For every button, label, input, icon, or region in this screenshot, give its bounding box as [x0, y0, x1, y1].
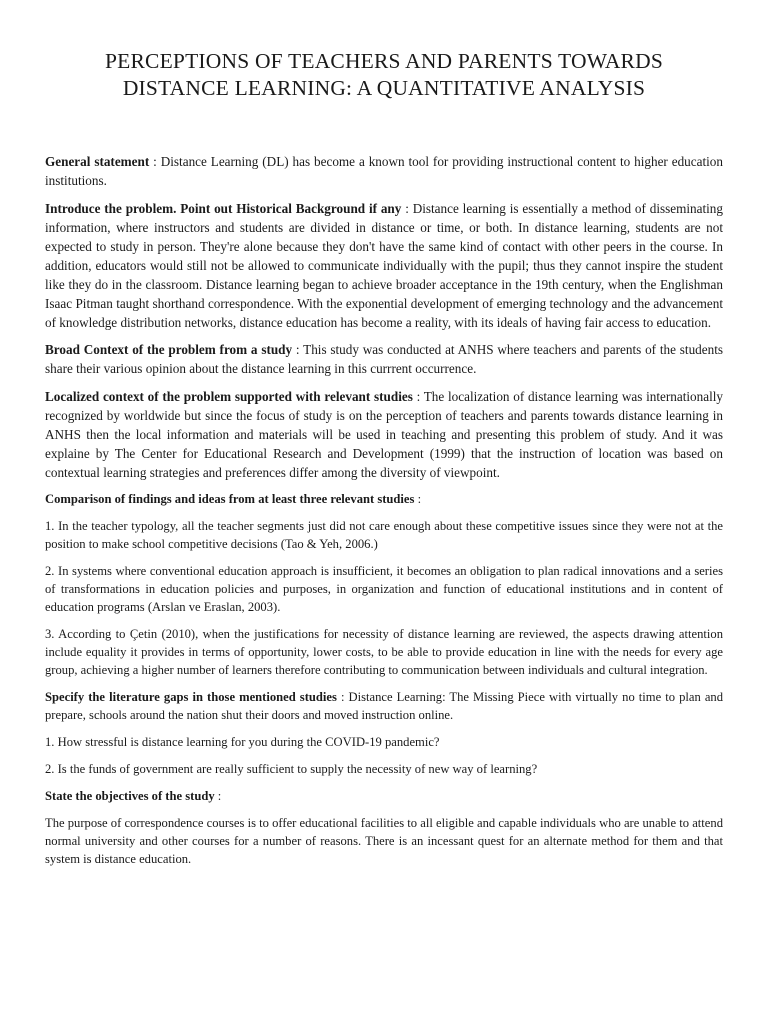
localized-context-paragraph — [45, 387, 723, 482]
section-label: Comparison of findings and ideas from at least three relevant studies — [45, 492, 415, 506]
document-title — [45, 48, 723, 102]
section-text: 1. In the teacher typology, all the teacher segments just did not care enough about these competitive issues since they were not at the position to make school competitive decisions (Tao & Yeh, 2006.) — [45, 519, 723, 551]
objectives-paragraph — [45, 814, 723, 868]
section-text: 1. How stressful is distance learning for you during the COVID-19 pandemic? — [45, 735, 440, 749]
section-text: : Distance Learning (DL) has become a known tool for providing instructional content to higher education institutions. — [45, 154, 723, 188]
problem-background-paragraph — [45, 199, 723, 332]
literature-gaps-paragraph — [45, 688, 723, 724]
document-body — [45, 152, 723, 877]
general-statement-paragraph — [45, 152, 723, 190]
section-text: 2. Is the funds of government are really sufficient to supply the necessity of new way of learning? — [45, 762, 538, 776]
section-label: Broad Context of the problem from a study — [45, 342, 293, 357]
section-text: The purpose of correspondence courses is to offer educational facilities to all eligible and capable individuals who are unable to attend normal university and other courses for a number of reasons. There is an incessant quest for an alternate method for them and that system is distance education. — [45, 816, 723, 866]
comparison-heading — [45, 490, 723, 508]
broad-context-paragraph — [45, 340, 723, 378]
section-text: : — [214, 789, 222, 803]
section-label: Localized context of the problem supported with relevant studies — [45, 388, 413, 404]
section-text: : Distance learning is essentially a method of disseminating information, where instructors and students are divided in distance or time, or both. In distance learning, students are not expected to study in person. They're alone because they don't have the same kind of contact with other peers in the course. In addition, educators would still not be allowed to communicate individually with the pupil; thus they cannot inspire the student like they do in the classroom. Distance learning began to achieve broader acceptance in the 19th century, when the Englishman Isaac Pitman taught shorthand correspondence. With the exponential development of emerging technology and the advancement of knowledge distribution networks, distance education has become a reality, with its ideals of having fair access to education. — [45, 200, 723, 330]
section-label: Specify the literature gaps in those mentioned studies — [45, 690, 337, 704]
gap-question-2 — [45, 760, 723, 778]
objectives-heading — [45, 787, 723, 805]
document-page — [45, 0, 723, 1024]
section-label: General statement — [45, 154, 150, 169]
title-line-1: PERCEPTIONS OF TEACHERS AND PARENTS TOWARDS — [105, 49, 663, 73]
study-item-2 — [45, 562, 723, 616]
title-line-2: DISTANCE LEARNING: A QUANTITATIVE ANALYSIS — [122, 76, 646, 100]
study-item-1 — [45, 517, 723, 553]
section-text: 3. According to Çetin (2010), when the justifications for necessity of distance learning are reviewed, the aspects drawing attention include equality it provides in terms of opportunity, lower costs, to be able to provide education in line with the needs for every age group, achieving a higher number of learners therefore contributing to communication between individuals and cultural integration. — [45, 627, 723, 677]
section-label: State the objectives of the study — [45, 789, 215, 803]
section-text: : This study was conducted at ANHS where teachers and parents of the students share their various opinion about the distance learning in this currrent occurrence. — [45, 342, 723, 376]
section-text: : Distance Learning: The Missing Piece with virtually no time to plan and prepare, schools around the nation shut their doors and moved instruction online. — [45, 690, 724, 722]
section-label: Introduce the problem. Point out Historical Background if any — [45, 200, 402, 216]
study-item-3 — [45, 625, 723, 679]
gap-question-1 — [45, 733, 723, 751]
section-text: : The localization of distance learning was internationally recognized by worldwide but since the focus of study is on the perception of teachers and parents towards distance learning in ANHS then the local information and materials will be used in teaching and presenting this problem of study. And it was explaine by The Center for Educational Research and Development (1999) that the instruction of location was based on contextual learning strategies and preferences differ among the diversity of viewpoint. — [45, 388, 723, 480]
section-text: : — [414, 492, 422, 506]
section-text: 2. In systems where conventional education approach is insufficient, it becomes an obligation to plan radical innovations and a series of transformations in education policies and purposes, in organization and function of educational institutions and in content of education programs (Arslan ve Eraslan, 2003). — [45, 564, 723, 614]
